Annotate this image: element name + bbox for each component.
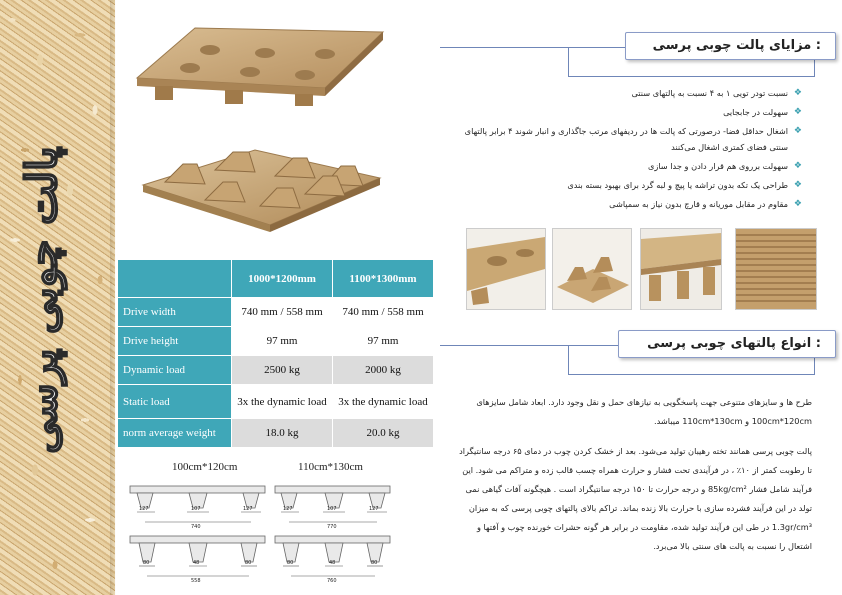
dim-label: 107 (327, 506, 337, 512)
list-item: ❖ سهولت در جابجایی (452, 104, 802, 120)
types-paragraph-1: طرح ها و سایزهای متنوعی جهت پاسخگویی به نیازهای حمل و نقل وجود دارد. ابعاد شامل سایزهای 100cm*120cm و 110cm*130cm میباشد. (476, 397, 812, 426)
advantages-list (452, 85, 802, 215)
list-item: ❖ سهولت بر‌روی هم قرار دادن و جدا سازی (452, 158, 802, 174)
dim-label: 107 (191, 506, 201, 512)
dim-label: 740 (191, 524, 201, 530)
row-label: Dynamic load (118, 356, 232, 385)
dim-label: 558 (191, 578, 201, 584)
diamond-bullet-icon: ❖ (793, 126, 802, 136)
pallet-image-bottom (135, 130, 385, 240)
table-cell: 2000 kg (333, 356, 434, 385)
dim-label: 760 (327, 578, 337, 584)
diamond-bullet-icon: ❖ (793, 180, 802, 190)
table-corner (118, 260, 232, 298)
header-rule (440, 345, 570, 346)
list-item: ❖ طراحی یک تکه بدون تراشه یا پیچ و لبه گرد برای بهبود بسته بندی (452, 177, 802, 193)
dim-label: 127 (139, 506, 149, 512)
dim-label: 48 (193, 560, 200, 566)
table-row (118, 356, 434, 385)
dim-label: 48 (329, 560, 336, 566)
dim-label: 80 (245, 560, 252, 566)
pallet-image-top (135, 20, 385, 110)
table-header-row (118, 260, 434, 298)
advantages-heading: : مزایای پالت چوبی پرسی (625, 32, 836, 60)
column-header-1000x1200: 1000*1200mm (232, 260, 333, 298)
row-label: Drive width (118, 298, 232, 327)
list-item: ❖ اشغال حداقل فضا- درصورتی که پالت ها در ردیفهای مرتب جاگذاری و انبار شوند ۴ برابر پالتهای سنتی فضای کمتری اشغال می‌کنند (452, 123, 802, 155)
types-heading: : انواع پالتهای چوبی پرسی (618, 330, 836, 358)
table-cell: 3x the dynamic load (333, 385, 434, 419)
types-paragraph-2: پالت چوبی پرسی همانند تخته رهیبان تولید می‌شود. بعد از خشک کردن چوب در دمای ۶۵ درجه سانتیگراد تا رطوبت کمتر از ۱۰٪ ، در فرآیندی تحت فشار و حرارت همراه چسب قالب زده و متراکم می شود. این فرآیند شامل فشار 85kg/cm² و درجه حرارت تا ۱۵۰ درجه سانتیگراد است . هیچگونه آفات گیاهی نمی تولد در این فرآیند فشرده سازی با حرارت بالا زنده بماند. تراکم بالای پالتهای چوبی پرسی که به میزان 1.3gr/cm³ در طی این فرآیند تولید شده، مقاومت در برابر هر گونه حشرات خورنده چوب و آفتها و اشتعال را نسبت به پالت های سنتی بالا می‌برد. (459, 446, 812, 551)
dim-label: 127 (283, 506, 293, 512)
dimension-drawings (125, 478, 395, 588)
row-label: norm average weight (118, 419, 232, 448)
table-cell: 20.0 kg (333, 419, 434, 448)
drawing-caption-right: 110cm*130cm (298, 461, 363, 473)
dim-label: 80 (143, 560, 150, 566)
table-cell: 97 mm (333, 327, 434, 356)
spec-table (117, 259, 434, 448)
dim-label: 127 (369, 506, 379, 512)
dim-label: 80 (371, 560, 378, 566)
sidebar-title: پالت چوبی پرسی (17, 146, 66, 454)
dim-label: 770 (327, 524, 337, 530)
list-item: ❖ مقاوم در مقابل موریانه و قارچ بدون نیاز به سمپاشی (452, 196, 802, 212)
pallet-photo-3 (640, 228, 722, 310)
table-cell: 97 mm (232, 327, 333, 356)
diamond-bullet-icon: ❖ (793, 161, 802, 171)
column-header-1100x1300: 1100*1300mm (333, 260, 434, 298)
table-row (118, 298, 434, 327)
pallet-photo-2 (552, 228, 632, 310)
diamond-bullet-icon: ❖ (793, 199, 802, 209)
row-label: Drive height (118, 327, 232, 356)
dim-label: 127 (243, 506, 253, 512)
diamond-bullet-icon: ❖ (793, 107, 802, 117)
diamond-bullet-icon: ❖ (793, 88, 802, 98)
header-rule (440, 47, 570, 48)
table-cell: 740 mm / 558 mm (333, 298, 434, 327)
table-cell: 18.0 kg (232, 419, 333, 448)
table-cell: 3x the dynamic load (232, 385, 333, 419)
strip-shadow (110, 0, 116, 595)
table-cell: 2500 kg (232, 356, 333, 385)
pallet-photo-4 (735, 228, 817, 310)
table-row (118, 419, 434, 448)
row-label: Static load (118, 385, 232, 419)
dim-label: 80 (287, 560, 294, 566)
pallet-photo-1 (466, 228, 546, 310)
drawing-caption-left: 100cm*120cm (172, 461, 238, 473)
list-item: ❖ نسبت تودر تویی ۱ به ۴ نسبت به پالتهای سنتی (452, 85, 802, 101)
table-cell: 740 mm / 558 mm (232, 298, 333, 327)
table-row (118, 385, 434, 419)
table-row (118, 327, 434, 356)
